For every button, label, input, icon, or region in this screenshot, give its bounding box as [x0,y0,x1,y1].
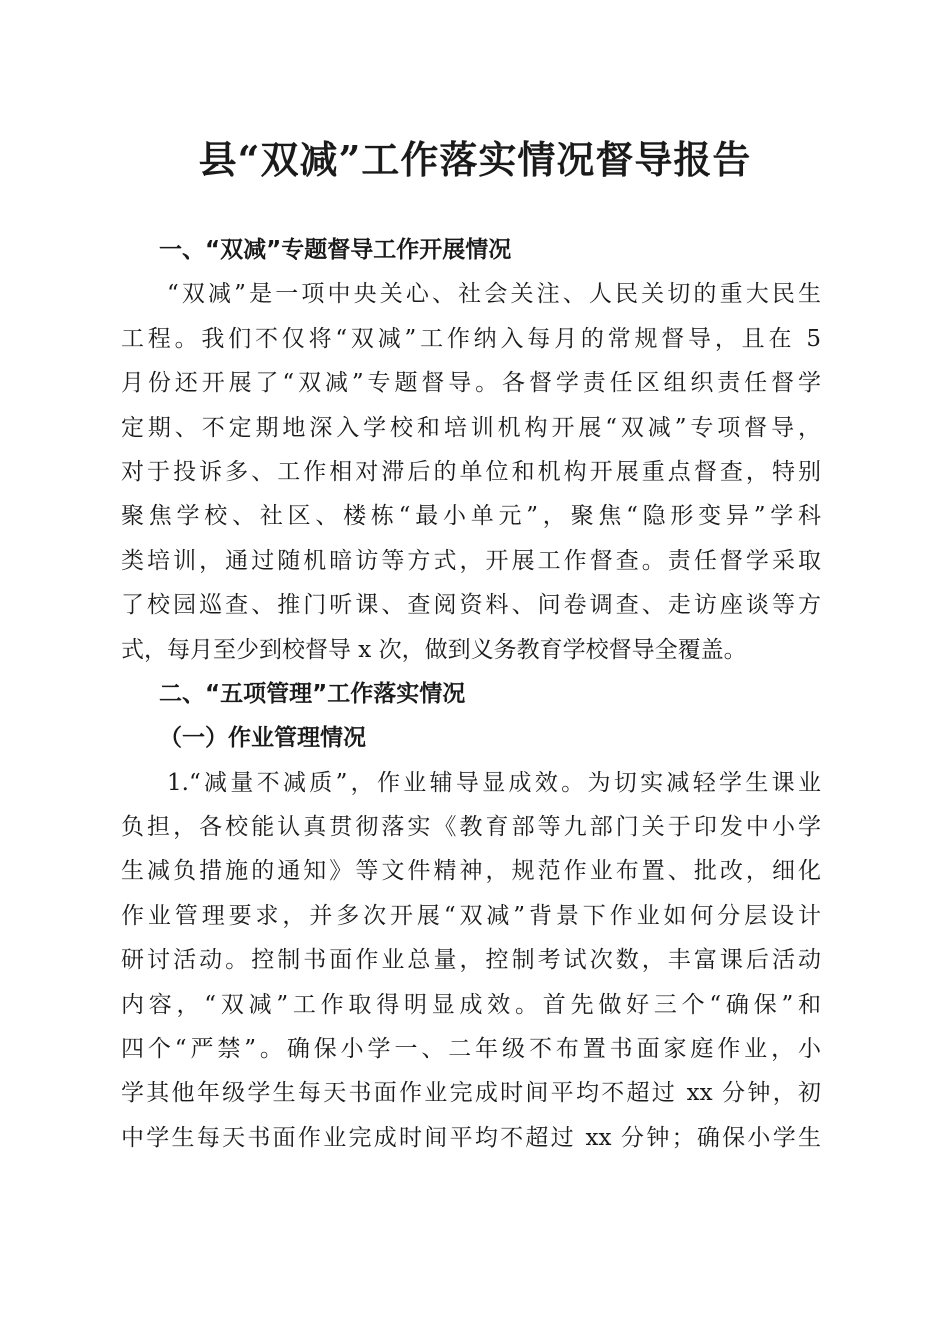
text-line: 工程。我们不仅将“双减”工作纳入每月的常规督导，且在 5 [121,325,821,352]
text-line: 负担，各校能认真贯彻落实《教育部等九部门关于印发中小学 [121,814,821,841]
subsection-heading: （一）作业管理情况 [159,724,366,752]
text-line: 中学生每天书面作业完成时间平均不超过 xx 分钟；确保小学生 [121,1124,821,1151]
text-line: 了校园巡查、推门听课、查阅资料、问卷调查、走访座谈等方 [121,592,821,619]
text-line: 作业管理要求，并多次开展“双减”背景下作业如何分层设计 [121,902,821,929]
section-heading-2: 二、“五项管理”工作落实情况 [159,680,466,707]
text-line: 内容，“双减”工作取得明显成效。首先做好三个“确保”和 [121,991,821,1018]
text-line: 月份还开展了“双减”专题督导。各督学责任区组织责任督学 [121,370,821,397]
text-line: 式，每月至少到校督导 x 次，做到义务教育学校督导全覆盖。 [121,636,747,663]
section-heading-1: 一、“双减”专题督导工作开展情况 [159,237,512,263]
document-title: 县“双减”工作落实情况督导报告 [198,137,752,182]
text-line: 类培训，通过随机暗访等方式，开展工作督查。责任督学采取 [121,547,821,574]
text-line: 聚焦学校、社区、楼栋“最小单元”，聚焦“隐形变异”学科 [121,503,821,530]
text-line: 学其他年级学生每天书面作业完成时间平均不超过 xx 分钟，初 [121,1080,821,1107]
text-line: 生减负措施的通知》等文件精神，规范作业布置、批改，细化 [121,858,821,885]
text-line: 1.“减量不减质”，作业辅导显成效。为切实减轻学生课业 [167,769,821,796]
text-line: 四个“严禁”。确保小学一、二年级不布置书面家庭作业，小 [121,1036,821,1063]
text-line: “双减”是一项中央关心、社会关注、人民关切的重大民生 [167,281,821,308]
section-1-paragraph [121,272,821,672]
section-2-paragraph [121,761,821,1161]
text-line: 对于投诉多、工作相对滞后的单位和机构开展重点督查，特别 [121,458,821,485]
text-line: 定期、不定期地深入学校和培训机构开展“双减”专项督导， [121,414,821,441]
text-line: 研讨活动。控制书面作业总量，控制考试次数，丰富课后活动 [121,947,821,974]
document-body [121,228,821,1160]
